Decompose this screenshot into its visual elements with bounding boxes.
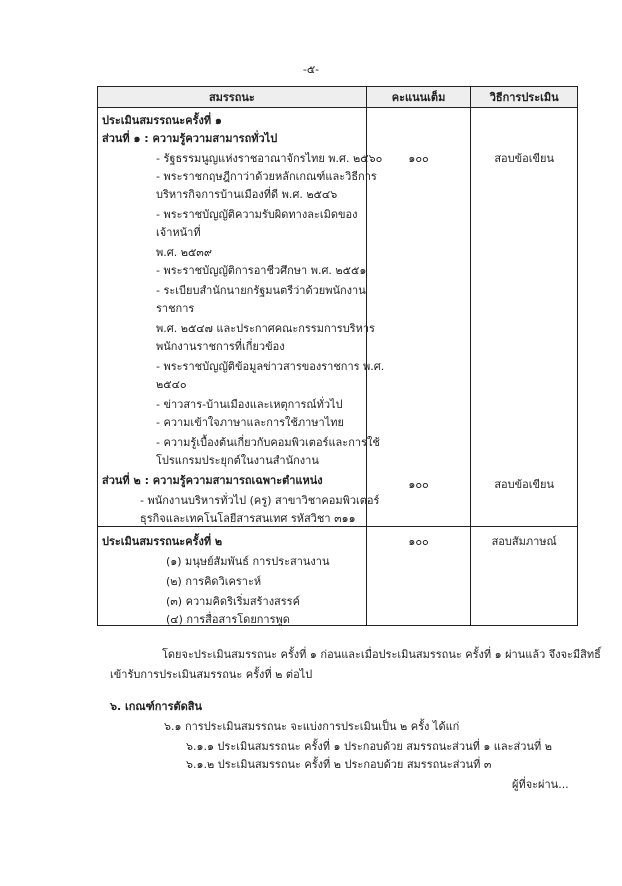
part1-item: เจ้าหน้าที่ bbox=[156, 226, 201, 239]
part2-item: ธุรกิจและเทคโนโลยีสารสนเทศ รหัสวิชา ๓๑๑ bbox=[140, 512, 356, 525]
paragraph-line1: โดยจะประเมินสมรรถนะ ครั้งที่ ๑ ก่อนและเมื่อประเมินสมรรถนะ ครั้งที่ ๑ ผ่านแล้ว จึงจะมีสิทธิ์ bbox=[162, 648, 601, 661]
part1-item: - ความเข้าใจภาษาและการใช้ภาษาไทย bbox=[156, 416, 344, 429]
section1-title: ประเมินสมรรถนะครั้งที่ ๑ bbox=[102, 114, 222, 127]
part2-title: ส่วนที่ ๒ : ความรู้ความสามารถเฉพาะตำแหน่ง bbox=[102, 474, 323, 487]
header-full-score: คะแนนเต็ม bbox=[366, 87, 471, 108]
section2-method: สอบสัมภาษณ์ bbox=[491, 535, 557, 548]
section2-item: (๑) มนุษย์สัมพันธ์ การประสานงาน bbox=[166, 555, 330, 568]
competency-table bbox=[97, 86, 578, 626]
section2-score: ๑๐๐ bbox=[408, 535, 429, 548]
part2-method: สอบข้อเขียน bbox=[494, 478, 555, 491]
criteria-line1: ๖.๑ การประเมินสมรรถนะ จะแบ่งการประเมินเป็น ๒ ครั้ง ได้แก่ bbox=[164, 720, 460, 733]
section1-row bbox=[98, 108, 578, 527]
part1-item: - พระราชบัญญัติข้อมูลข่าวสารของราชการ พ.ศ. bbox=[156, 360, 385, 373]
part1-item: - ความรู้เบื้องต้นเกี่ยวกับคอมพิวเตอร์และการใช้ bbox=[156, 436, 380, 449]
part1-item: - ระเบียบสำนักนายกรัฐมนตรีว่าด้วยพนักงาน bbox=[156, 284, 366, 297]
page-number: -๕- bbox=[302, 63, 320, 76]
part1-score: ๑๐๐ bbox=[408, 152, 429, 165]
part1-item: - พระราชบัญญัติความรับผิดทางละเมิดของ bbox=[156, 208, 358, 221]
table-header-row bbox=[98, 87, 578, 108]
part1-item: - พระราชกฤษฎีกาว่าด้วยหลักเกณฑ์และวิธีการ bbox=[156, 170, 377, 183]
part1-item: - รัฐธรรมนูญแห่งราชอาณาจักรไทย พ.ศ. ๒๕๖๐ bbox=[156, 152, 383, 165]
criteria-heading: ๖. เกณฑ์การตัดสิน bbox=[110, 700, 203, 713]
part1-item: พ.ศ. ๒๕๓๙ bbox=[156, 246, 212, 259]
part1-item: โปรแกรมประยุกต์ในงานสำนักงาน bbox=[156, 454, 319, 467]
section2-title: ประเมินสมรรถนะครั้งที่ ๒ bbox=[102, 535, 223, 548]
continued-text: ผู้ที่จะผ่าน... bbox=[512, 778, 569, 791]
header-competency: สมรรถนะ bbox=[98, 87, 367, 108]
criteria-line2: ๖.๑.๑ ประเมินสมรรถนะ ครั้งที่ ๑ ประกอบด้วย สมรรถนะส่วนที่ ๑ และส่วนที่ ๒ bbox=[186, 740, 552, 753]
part1-item: พนักงานราชการที่เกี่ยวข้อง bbox=[156, 340, 285, 353]
paragraph-line2: เข้ารับการประเมินสมรรถนะ ครั้งที่ ๒ ต่อไป bbox=[110, 668, 313, 681]
part1-item: ๒๕๔๐ bbox=[156, 378, 187, 391]
section2-item: (๔) การสื่อสารโดยการพูด bbox=[166, 613, 290, 626]
section2-item: (๒) การคิดวิเคราะห์ bbox=[166, 575, 262, 588]
part2-item: - พนักงานบริหารทั่วไป (ครู) สาขาวิชาคอมพิวเตอร์ bbox=[140, 494, 380, 507]
part1-item: บริหารกิจการบ้านเมืองที่ดี พ.ศ. ๒๕๔๖ bbox=[156, 188, 338, 201]
part2-score: ๑๐๐ bbox=[408, 478, 429, 491]
part1-item: - พระราชบัญญัติการอาชีวศึกษา พ.ศ. ๒๕๕๑ bbox=[156, 264, 367, 277]
part1-title: ส่วนที่ ๑ : ความรู้ความสามารถทั่วไป bbox=[102, 132, 278, 145]
section2-row bbox=[98, 527, 578, 626]
part1-item: ราชการ bbox=[156, 302, 195, 315]
part1-item: - ข่าวสาร-บ้านเมืองและเหตุการณ์ทั่วไป bbox=[156, 398, 343, 411]
header-method: วิธีการประเมิน bbox=[471, 87, 578, 108]
part1-method: สอบข้อเขียน bbox=[494, 152, 555, 165]
section2-item: (๓) ความคิดริเริ่มสร้างสรรค์ bbox=[166, 595, 300, 608]
criteria-line3: ๖.๑.๒ ประเมินสมรรถนะ ครั้งที่ ๒ ประกอบด้วย สมรรถนะส่วนที่ ๓ bbox=[186, 758, 492, 771]
part1-item: พ.ศ. ๒๕๔๗ และประกาศคณะกรรมการบริหาร bbox=[156, 322, 375, 335]
